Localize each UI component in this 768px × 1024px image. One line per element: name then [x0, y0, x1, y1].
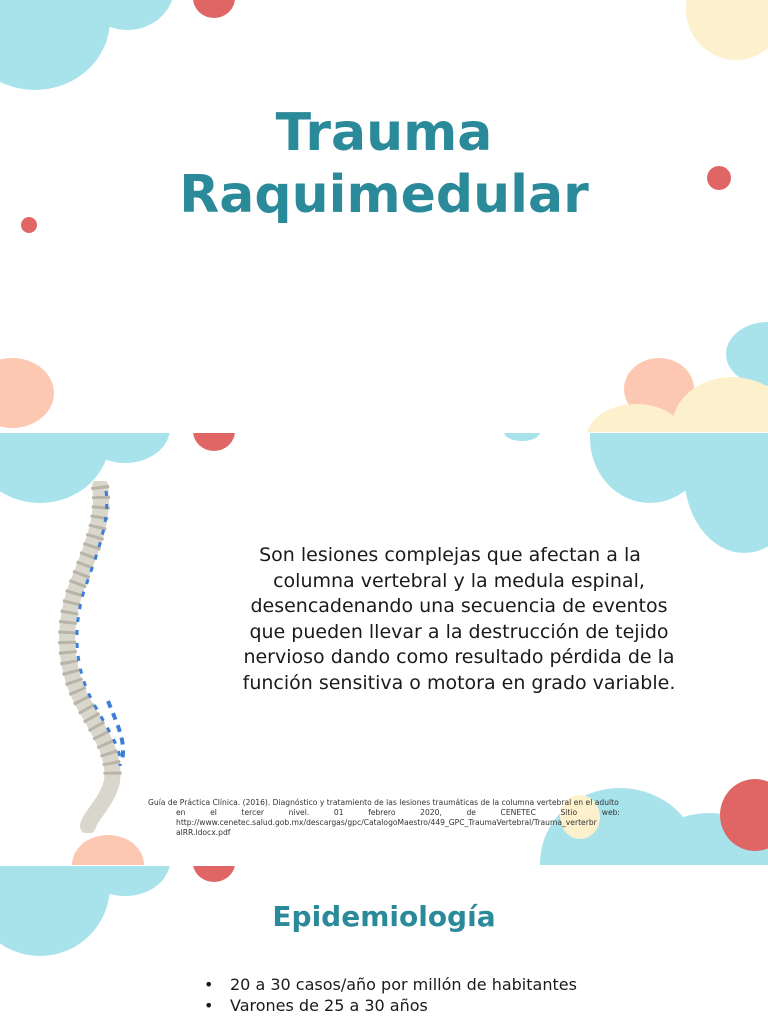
deco-circle-blue: [504, 433, 540, 441]
bullet-icon: •: [204, 975, 214, 994]
deco-circle-coral: [193, 433, 235, 451]
deco-circle-coral: [193, 866, 235, 882]
spine-illustration: [40, 481, 150, 833]
bullet-icon: •: [204, 996, 214, 1015]
definition-line: función sensitiva o motora en grado variable.: [242, 671, 676, 694]
definition-line: desencadenando una secuencia de eventos: [250, 595, 668, 617]
list-item: [204, 995, 577, 1016]
title-line-2: Raquimedular: [179, 165, 589, 225]
title-line-1: Trauma: [275, 103, 493, 163]
slide-title-heading: [0, 102, 768, 226]
citation-line: alRR.ldocx.pdf: [176, 828, 231, 837]
reference-citation: [148, 798, 620, 838]
deco-circle-coral: [193, 0, 235, 18]
deco-circle-peach: [72, 835, 144, 865]
definition-line: columna vertebral y la medula espinal,: [273, 569, 645, 592]
definition-text: [232, 543, 686, 696]
slide-definition: [0, 433, 768, 865]
citation-line: Guía de Práctica Clínica. (2016). Diagnóstico y tratamiento de las lesiones traumáticas de la columna vertebral en el adulto: [148, 798, 619, 807]
definition-line: nervioso dando como resultado pérdida de la: [243, 646, 675, 668]
deco-circle-peach: [0, 358, 54, 428]
list-item-text: Varones de 25 a 30 años: [230, 996, 428, 1015]
slide-title: [0, 0, 768, 432]
definition-line: Son lesiones complejas que afectan a la: [259, 544, 641, 566]
deco-circle-blue: [684, 433, 768, 553]
slide-epidemiology: [0, 866, 768, 1024]
deco-circle-cream: [686, 0, 768, 60]
epidemiology-list: [204, 974, 577, 1016]
definition-line: que pueden llevar a la destrucción de tejido: [249, 620, 669, 643]
citation-line: en el tercer nivel. 01 febrero 2020, de CENETEC Sitio web:: [176, 808, 620, 817]
epidemiology-title: Epidemiología: [272, 900, 496, 933]
list-item: [204, 974, 577, 995]
list-item-text: 20 a 30 casos/año por millón de habitantes: [230, 975, 577, 994]
citation-line: http://www.cenetec.salud.gob.mx/descargas/gpc/CatalogoMaestro/449_GPC_TraumaVertebral/Trauma_verterbr: [176, 818, 597, 827]
